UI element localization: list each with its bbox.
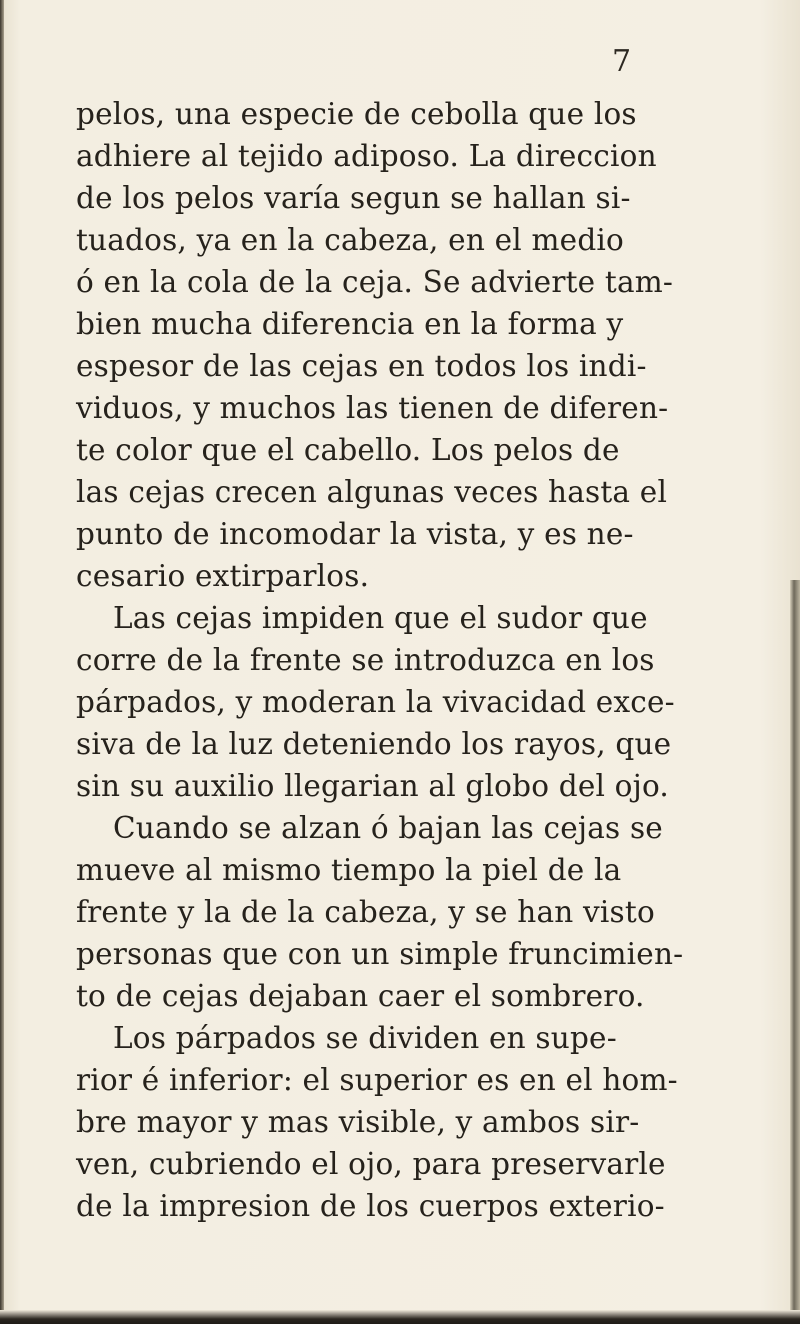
page-left-edge xyxy=(0,0,4,1324)
text-line: sin su auxilio llegarian al globo del ojo. xyxy=(76,769,670,803)
paragraph-start-line: Los párpados se dividen en supe- xyxy=(113,1021,617,1055)
text-line: rior é inferior: el superior es en el hom- xyxy=(76,1063,678,1097)
text-line: cesario extirparlos. xyxy=(76,559,370,593)
text-line: de la impresion de los cuerpos exterio- xyxy=(76,1189,665,1223)
text-line: ven, cubriendo el ojo, para preservarle xyxy=(76,1147,666,1181)
text-line: adhiere al tejido adiposo. La direccion xyxy=(76,139,657,173)
text-line: espesor de las cejas en todos los indi- xyxy=(76,349,647,383)
text-line: siva de la luz deteniendo los rayos, que xyxy=(76,727,672,761)
text-line: ó en la cola de la ceja. Se advierte tam- xyxy=(76,265,674,299)
text-line: to de cejas dejaban caer el sombrero. xyxy=(76,979,645,1013)
text-line: frente y la de la cabeza, y se han visto xyxy=(76,895,655,929)
text-line: bien mucha diferencia en la forma y xyxy=(76,307,624,341)
text-line: mueve al mismo tiempo la piel de la xyxy=(76,853,622,887)
page-bottom-edge xyxy=(0,1310,800,1324)
page-right-edge xyxy=(790,580,800,1324)
text-line: punto de incomodar la vista, y es ne- xyxy=(76,517,634,551)
text-line: de los pelos varía segun se hallan si- xyxy=(76,181,631,215)
body-text xyxy=(76,93,684,1227)
text-line: tuados, ya en la cabeza, en el medio xyxy=(76,223,624,257)
text-line: bre mayor y mas visible, y ambos sir- xyxy=(76,1105,640,1139)
text-line: corre de la frente se introduzca en los xyxy=(76,643,655,677)
text-line: las cejas crecen algunas veces hasta el xyxy=(76,475,668,509)
text-line: pelos, una especie de cebolla que los xyxy=(76,97,637,131)
text-line: te color que el cabello. Los pelos de xyxy=(76,433,620,467)
paragraph-start-line: Las cejas impiden que el sudor que xyxy=(113,601,648,635)
text-line: viduos, y muchos las tienen de diferen- xyxy=(76,391,669,425)
page-number: 7 xyxy=(612,44,632,79)
paragraph-start-line: Cuando se alzan ó bajan las cejas se xyxy=(113,811,663,845)
text-line: párpados, y moderan la vivacidad exce- xyxy=(76,685,675,719)
text-line: personas que con un simple fruncimien- xyxy=(76,937,684,971)
